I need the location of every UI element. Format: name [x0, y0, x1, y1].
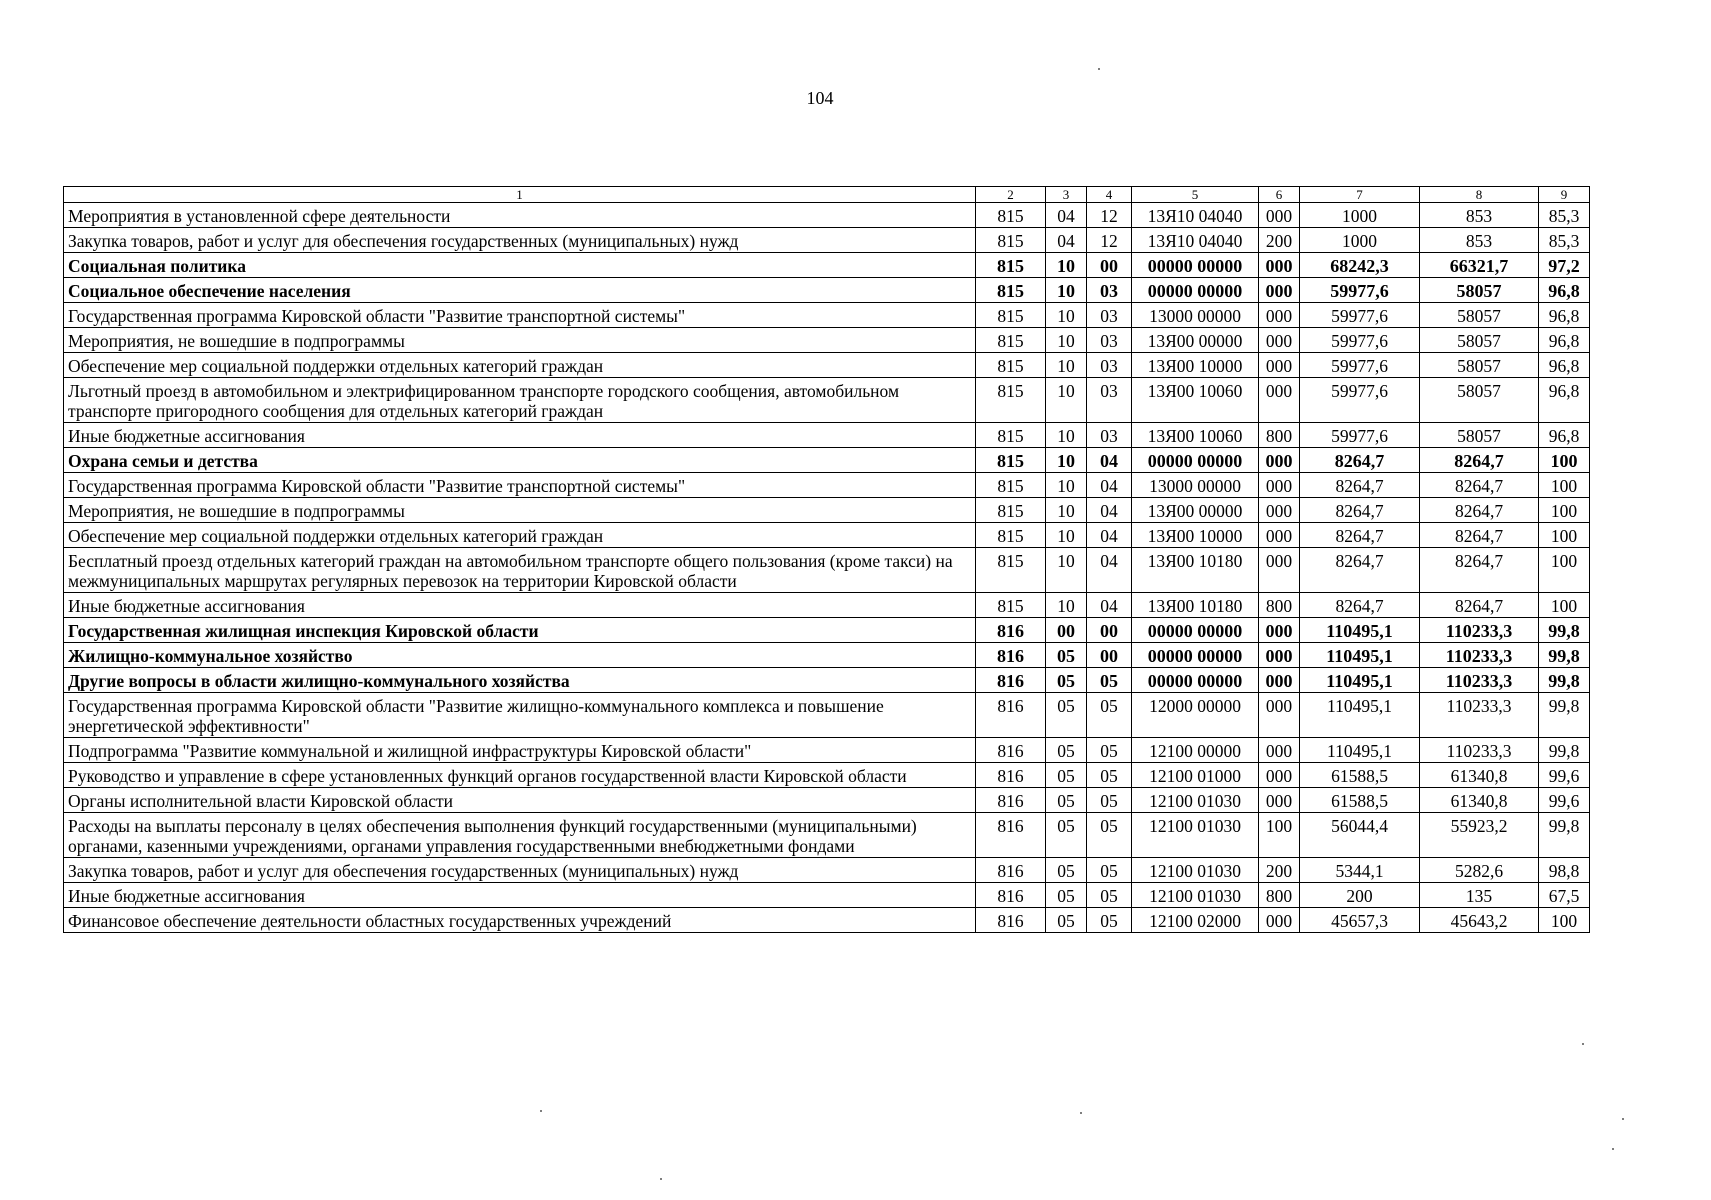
cell-ministry-code: 816 [976, 763, 1046, 788]
cell-actual: 58057 [1420, 328, 1539, 353]
cell-section: 05 [1046, 813, 1087, 858]
cell-subsection: 04 [1087, 523, 1132, 548]
cell-name: Руководство и управление в сфере установленных функций органов государственной власти Кировской области [64, 763, 976, 788]
cell-percent: 100 [1539, 548, 1590, 593]
table-row [64, 738, 1590, 763]
cell-expense-type: 000 [1259, 668, 1300, 693]
cell-percent: 99,8 [1539, 693, 1590, 738]
cell-subsection: 00 [1087, 253, 1132, 278]
cell-subsection: 05 [1087, 908, 1132, 933]
cell-expense-type: 000 [1259, 278, 1300, 303]
cell-section: 05 [1046, 693, 1087, 738]
cell-actual: 55923,2 [1420, 813, 1539, 858]
cell-actual: 58057 [1420, 303, 1539, 328]
cell-plan: 59977,6 [1300, 423, 1420, 448]
cell-name: Государственная программа Кировской области "Развитие жилищно-коммунального комплекса и повышение энергетической эффективности" [64, 693, 976, 738]
cell-section: 10 [1046, 253, 1087, 278]
cell-target-article: 13Я00 10180 [1132, 593, 1259, 618]
cell-target-article: 00000 00000 [1132, 643, 1259, 668]
cell-name: Иные бюджетные ассигнования [64, 593, 976, 618]
cell-ministry-code: 815 [976, 523, 1046, 548]
cell-name: Бесплатный проезд отдельных категорий граждан на автомобильном транспорте общего пользования (кроме такси) на межмуниципальных маршрутах регулярных перевозок на территории Кировской области [64, 548, 976, 593]
page-number: 104 [806, 88, 834, 108]
cell-name: Иные бюджетные ассигнования [64, 883, 976, 908]
cell-subsection: 05 [1087, 883, 1132, 908]
cell-actual: 58057 [1420, 378, 1539, 423]
cell-target-article: 00000 00000 [1132, 448, 1259, 473]
cell-ministry-code: 815 [976, 253, 1046, 278]
cell-name: Подпрограмма "Развитие коммунальной и жилищной инфраструктуры Кировской области" [64, 738, 976, 763]
cell-plan: 8264,7 [1300, 523, 1420, 548]
cell-plan: 61588,5 [1300, 788, 1420, 813]
cell-ministry-code: 815 [976, 473, 1046, 498]
cell-percent: 96,8 [1539, 278, 1590, 303]
cell-expense-type: 000 [1259, 378, 1300, 423]
cell-subsection: 03 [1087, 303, 1132, 328]
cell-subsection: 05 [1087, 738, 1132, 763]
cell-plan: 110495,1 [1300, 738, 1420, 763]
cell-percent: 100 [1539, 498, 1590, 523]
cell-section: 10 [1046, 423, 1087, 448]
cell-actual: 853 [1420, 228, 1539, 253]
cell-name: Мероприятия в установленной сфере деятельности [64, 203, 976, 228]
cell-subsection: 12 [1087, 228, 1132, 253]
table-row [64, 523, 1590, 548]
cell-plan: 110495,1 [1300, 693, 1420, 738]
table-row [64, 593, 1590, 618]
cell-target-article: 13Я00 00000 [1132, 328, 1259, 353]
cell-subsection: 05 [1087, 763, 1132, 788]
cell-actual: 135 [1420, 883, 1539, 908]
cell-percent: 100 [1539, 593, 1590, 618]
cell-expense-type: 000 [1259, 908, 1300, 933]
cell-ministry-code: 815 [976, 423, 1046, 448]
cell-actual: 66321,7 [1420, 253, 1539, 278]
cell-percent: 96,8 [1539, 378, 1590, 423]
cell-section: 10 [1046, 278, 1087, 303]
cell-section: 10 [1046, 548, 1087, 593]
cell-plan: 68242,3 [1300, 253, 1420, 278]
cell-ministry-code: 815 [976, 593, 1046, 618]
cell-ministry-code: 815 [976, 548, 1046, 593]
cell-expense-type: 000 [1259, 788, 1300, 813]
column-header-3: 3 [1046, 187, 1087, 203]
cell-subsection: 05 [1087, 668, 1132, 693]
cell-actual: 110233,3 [1420, 643, 1539, 668]
cell-plan: 8264,7 [1300, 498, 1420, 523]
cell-actual: 853 [1420, 203, 1539, 228]
cell-plan: 8264,7 [1300, 593, 1420, 618]
cell-expense-type: 000 [1259, 253, 1300, 278]
cell-target-article: 13Я00 10060 [1132, 423, 1259, 448]
column-header-2: 2 [976, 187, 1046, 203]
cell-expense-type: 200 [1259, 228, 1300, 253]
cell-percent: 96,8 [1539, 328, 1590, 353]
table-row [64, 498, 1590, 523]
cell-plan: 8264,7 [1300, 473, 1420, 498]
cell-subsection: 03 [1087, 353, 1132, 378]
cell-ministry-code: 816 [976, 618, 1046, 643]
cell-percent: 85,3 [1539, 228, 1590, 253]
cell-target-article: 12100 01030 [1132, 813, 1259, 858]
cell-percent: 85,3 [1539, 203, 1590, 228]
cell-name: Мероприятия, не вошедшие в подпрограммы [64, 498, 976, 523]
cell-target-article: 13Я00 10000 [1132, 353, 1259, 378]
cell-expense-type: 000 [1259, 643, 1300, 668]
cell-ministry-code: 816 [976, 738, 1046, 763]
cell-expense-type: 000 [1259, 738, 1300, 763]
cell-ministry-code: 816 [976, 883, 1046, 908]
column-header-4: 4 [1087, 187, 1132, 203]
cell-ministry-code: 816 [976, 858, 1046, 883]
cell-percent: 100 [1539, 908, 1590, 933]
cell-name: Мероприятия, не вошедшие в подпрограммы [64, 328, 976, 353]
cell-subsection: 05 [1087, 858, 1132, 883]
cell-name: Социальное обеспечение населения [64, 278, 976, 303]
cell-plan: 110495,1 [1300, 643, 1420, 668]
cell-actual: 110233,3 [1420, 693, 1539, 738]
cell-ministry-code: 815 [976, 203, 1046, 228]
cell-section: 10 [1046, 593, 1087, 618]
cell-section: 05 [1046, 668, 1087, 693]
cell-subsection: 03 [1087, 278, 1132, 303]
cell-name: Закупка товаров, работ и услуг для обеспечения государственных (муниципальных) нужд [64, 228, 976, 253]
cell-target-article: 12100 01030 [1132, 788, 1259, 813]
cell-percent: 99,6 [1539, 788, 1590, 813]
cell-percent: 67,5 [1539, 883, 1590, 908]
table-body [64, 203, 1590, 933]
cell-section: 10 [1046, 378, 1087, 423]
cell-actual: 58057 [1420, 423, 1539, 448]
cell-subsection: 00 [1087, 643, 1132, 668]
table-row [64, 908, 1590, 933]
cell-target-article: 00000 00000 [1132, 618, 1259, 643]
column-header-7: 7 [1300, 187, 1420, 203]
cell-actual: 58057 [1420, 353, 1539, 378]
cell-actual: 61340,8 [1420, 788, 1539, 813]
table-row [64, 448, 1590, 473]
cell-ministry-code: 815 [976, 448, 1046, 473]
cell-section: 05 [1046, 738, 1087, 763]
cell-section: 04 [1046, 203, 1087, 228]
cell-expense-type: 000 [1259, 548, 1300, 593]
cell-plan: 1000 [1300, 228, 1420, 253]
cell-target-article: 13Я00 00000 [1132, 498, 1259, 523]
cell-expense-type: 000 [1259, 498, 1300, 523]
table-row [64, 423, 1590, 448]
cell-ministry-code: 815 [976, 353, 1046, 378]
table-row [64, 693, 1590, 738]
cell-name: Обеспечение мер социальной поддержки отдельных категорий граждан [64, 523, 976, 548]
budget-table [63, 186, 1590, 933]
cell-actual: 8264,7 [1420, 523, 1539, 548]
cell-subsection: 04 [1087, 593, 1132, 618]
column-header-6: 6 [1259, 187, 1300, 203]
table-row [64, 858, 1590, 883]
cell-name: Государственная программа Кировской области "Развитие транспортной системы" [64, 473, 976, 498]
cell-actual: 8264,7 [1420, 448, 1539, 473]
cell-subsection: 04 [1087, 448, 1132, 473]
cell-actual: 110233,3 [1420, 668, 1539, 693]
cell-percent: 100 [1539, 523, 1590, 548]
table-row [64, 813, 1590, 858]
cell-name: Льготный проезд в автомобильном и электрифицированном транспорте городского сообщения, автомобильном транспорте пригородного сообщения для отдельных категорий граждан [64, 378, 976, 423]
cell-section: 10 [1046, 523, 1087, 548]
cell-expense-type: 100 [1259, 813, 1300, 858]
cell-target-article: 13Я10 04040 [1132, 228, 1259, 253]
cell-actual: 8264,7 [1420, 473, 1539, 498]
cell-percent: 98,8 [1539, 858, 1590, 883]
cell-percent: 96,8 [1539, 303, 1590, 328]
cell-ministry-code: 815 [976, 303, 1046, 328]
cell-percent: 100 [1539, 448, 1590, 473]
cell-name: Финансовое обеспечение деятельности областных государственных учреждений [64, 908, 976, 933]
cell-percent: 99,6 [1539, 763, 1590, 788]
column-header-5: 5 [1132, 187, 1259, 203]
cell-subsection: 04 [1087, 498, 1132, 523]
cell-target-article: 00000 00000 [1132, 668, 1259, 693]
cell-name: Обеспечение мер социальной поддержки отдельных категорий граждан [64, 353, 976, 378]
cell-name: Жилищно-коммунальное хозяйство [64, 643, 976, 668]
table-header-row [64, 187, 1590, 203]
cell-percent: 99,8 [1539, 738, 1590, 763]
cell-plan: 59977,6 [1300, 278, 1420, 303]
cell-plan: 59977,6 [1300, 353, 1420, 378]
cell-ministry-code: 815 [976, 378, 1046, 423]
cell-name: Другие вопросы в области жилищно-коммунального хозяйства [64, 668, 976, 693]
cell-plan: 59977,6 [1300, 328, 1420, 353]
cell-plan: 110495,1 [1300, 668, 1420, 693]
cell-target-article: 00000 00000 [1132, 278, 1259, 303]
cell-section: 10 [1046, 448, 1087, 473]
column-header-9: 9 [1539, 187, 1590, 203]
cell-ministry-code: 815 [976, 278, 1046, 303]
cell-subsection: 05 [1087, 788, 1132, 813]
cell-subsection: 05 [1087, 813, 1132, 858]
cell-expense-type: 000 [1259, 763, 1300, 788]
cell-expense-type: 000 [1259, 203, 1300, 228]
cell-section: 05 [1046, 883, 1087, 908]
table-row [64, 548, 1590, 593]
cell-name: Государственная жилищная инспекция Кировской области [64, 618, 976, 643]
cell-target-article: 12100 01000 [1132, 763, 1259, 788]
cell-expense-type: 000 [1259, 618, 1300, 643]
cell-target-article: 13Я00 10060 [1132, 378, 1259, 423]
cell-target-article: 00000 00000 [1132, 253, 1259, 278]
cell-subsection: 04 [1087, 548, 1132, 593]
cell-section: 10 [1046, 473, 1087, 498]
cell-target-article: 13000 00000 [1132, 303, 1259, 328]
cell-percent: 97,2 [1539, 253, 1590, 278]
cell-expense-type: 000 [1259, 523, 1300, 548]
cell-actual: 45643,2 [1420, 908, 1539, 933]
cell-actual: 8264,7 [1420, 548, 1539, 593]
cell-plan: 59977,6 [1300, 303, 1420, 328]
cell-ministry-code: 816 [976, 668, 1046, 693]
cell-subsection: 03 [1087, 423, 1132, 448]
cell-expense-type: 800 [1259, 883, 1300, 908]
cell-plan: 56044,4 [1300, 813, 1420, 858]
cell-section: 00 [1046, 618, 1087, 643]
cell-expense-type: 000 [1259, 693, 1300, 738]
cell-ministry-code: 816 [976, 693, 1046, 738]
cell-expense-type: 000 [1259, 303, 1300, 328]
cell-section: 04 [1046, 228, 1087, 253]
cell-percent: 99,8 [1539, 618, 1590, 643]
cell-percent: 100 [1539, 473, 1590, 498]
cell-ministry-code: 816 [976, 908, 1046, 933]
table-row [64, 203, 1590, 228]
cell-ministry-code: 815 [976, 328, 1046, 353]
cell-expense-type: 000 [1259, 353, 1300, 378]
cell-plan: 61588,5 [1300, 763, 1420, 788]
cell-ministry-code: 815 [976, 498, 1046, 523]
cell-section: 05 [1046, 858, 1087, 883]
cell-expense-type: 000 [1259, 473, 1300, 498]
table-row [64, 763, 1590, 788]
cell-ministry-code: 816 [976, 643, 1046, 668]
cell-section: 10 [1046, 328, 1087, 353]
cell-ministry-code: 816 [976, 813, 1046, 858]
table-row [64, 668, 1590, 693]
cell-section: 10 [1046, 353, 1087, 378]
cell-name: Охрана семьи и детства [64, 448, 976, 473]
table-row [64, 278, 1590, 303]
cell-actual: 110233,3 [1420, 738, 1539, 763]
cell-expense-type: 800 [1259, 423, 1300, 448]
cell-actual: 8264,7 [1420, 498, 1539, 523]
cell-name: Органы исполнительной власти Кировской области [64, 788, 976, 813]
cell-target-article: 12100 01030 [1132, 858, 1259, 883]
cell-target-article: 13Я00 10000 [1132, 523, 1259, 548]
column-header-8: 8 [1420, 187, 1539, 203]
table-row [64, 788, 1590, 813]
cell-plan: 5344,1 [1300, 858, 1420, 883]
table-row [64, 353, 1590, 378]
table-row [64, 643, 1590, 668]
cell-plan: 1000 [1300, 203, 1420, 228]
cell-expense-type: 000 [1259, 448, 1300, 473]
cell-percent: 96,8 [1539, 423, 1590, 448]
cell-plan: 200 [1300, 883, 1420, 908]
cell-section: 05 [1046, 908, 1087, 933]
cell-section: 05 [1046, 763, 1087, 788]
table-row [64, 883, 1590, 908]
cell-expense-type: 000 [1259, 328, 1300, 353]
cell-percent: 96,8 [1539, 353, 1590, 378]
cell-plan: 8264,7 [1300, 448, 1420, 473]
cell-section: 10 [1046, 498, 1087, 523]
cell-name: Расходы на выплаты персоналу в целях обеспечения выполнения функций государственными (муниципальными) органами, казенными учреждениями, органами управления государственными внебюджетными фондами [64, 813, 976, 858]
cell-actual: 8264,7 [1420, 593, 1539, 618]
cell-plan: 8264,7 [1300, 548, 1420, 593]
table-row [64, 303, 1590, 328]
cell-name: Государственная программа Кировской области "Развитие транспортной системы" [64, 303, 976, 328]
cell-name: Социальная политика [64, 253, 976, 278]
cell-target-article: 13000 00000 [1132, 473, 1259, 498]
cell-subsection: 00 [1087, 618, 1132, 643]
cell-subsection: 12 [1087, 203, 1132, 228]
cell-target-article: 12100 01030 [1132, 883, 1259, 908]
cell-plan: 110495,1 [1300, 618, 1420, 643]
cell-plan: 45657,3 [1300, 908, 1420, 933]
cell-expense-type: 800 [1259, 593, 1300, 618]
cell-percent: 99,8 [1539, 813, 1590, 858]
table-row [64, 378, 1590, 423]
cell-subsection: 05 [1087, 693, 1132, 738]
cell-target-article: 13Я00 10180 [1132, 548, 1259, 593]
cell-ministry-code: 816 [976, 788, 1046, 813]
cell-subsection: 03 [1087, 378, 1132, 423]
cell-plan: 59977,6 [1300, 378, 1420, 423]
cell-subsection: 03 [1087, 328, 1132, 353]
cell-section: 05 [1046, 788, 1087, 813]
table-row [64, 328, 1590, 353]
cell-actual: 5282,6 [1420, 858, 1539, 883]
cell-ministry-code: 815 [976, 228, 1046, 253]
cell-target-article: 12100 02000 [1132, 908, 1259, 933]
column-header-1: 1 [64, 187, 976, 203]
cell-actual: 58057 [1420, 278, 1539, 303]
cell-actual: 61340,8 [1420, 763, 1539, 788]
cell-target-article: 13Я10 04040 [1132, 203, 1259, 228]
cell-name: Закупка товаров, работ и услуг для обеспечения государственных (муниципальных) нужд [64, 858, 976, 883]
table-row [64, 253, 1590, 278]
table-row [64, 228, 1590, 253]
cell-percent: 99,8 [1539, 668, 1590, 693]
cell-name: Иные бюджетные ассигнования [64, 423, 976, 448]
cell-expense-type: 200 [1259, 858, 1300, 883]
cell-actual: 110233,3 [1420, 618, 1539, 643]
table-row [64, 473, 1590, 498]
cell-subsection: 04 [1087, 473, 1132, 498]
cell-target-article: 12100 00000 [1132, 738, 1259, 763]
cell-section: 10 [1046, 303, 1087, 328]
cell-percent: 99,8 [1539, 643, 1590, 668]
cell-target-article: 12000 00000 [1132, 693, 1259, 738]
table-row [64, 618, 1590, 643]
cell-section: 05 [1046, 643, 1087, 668]
